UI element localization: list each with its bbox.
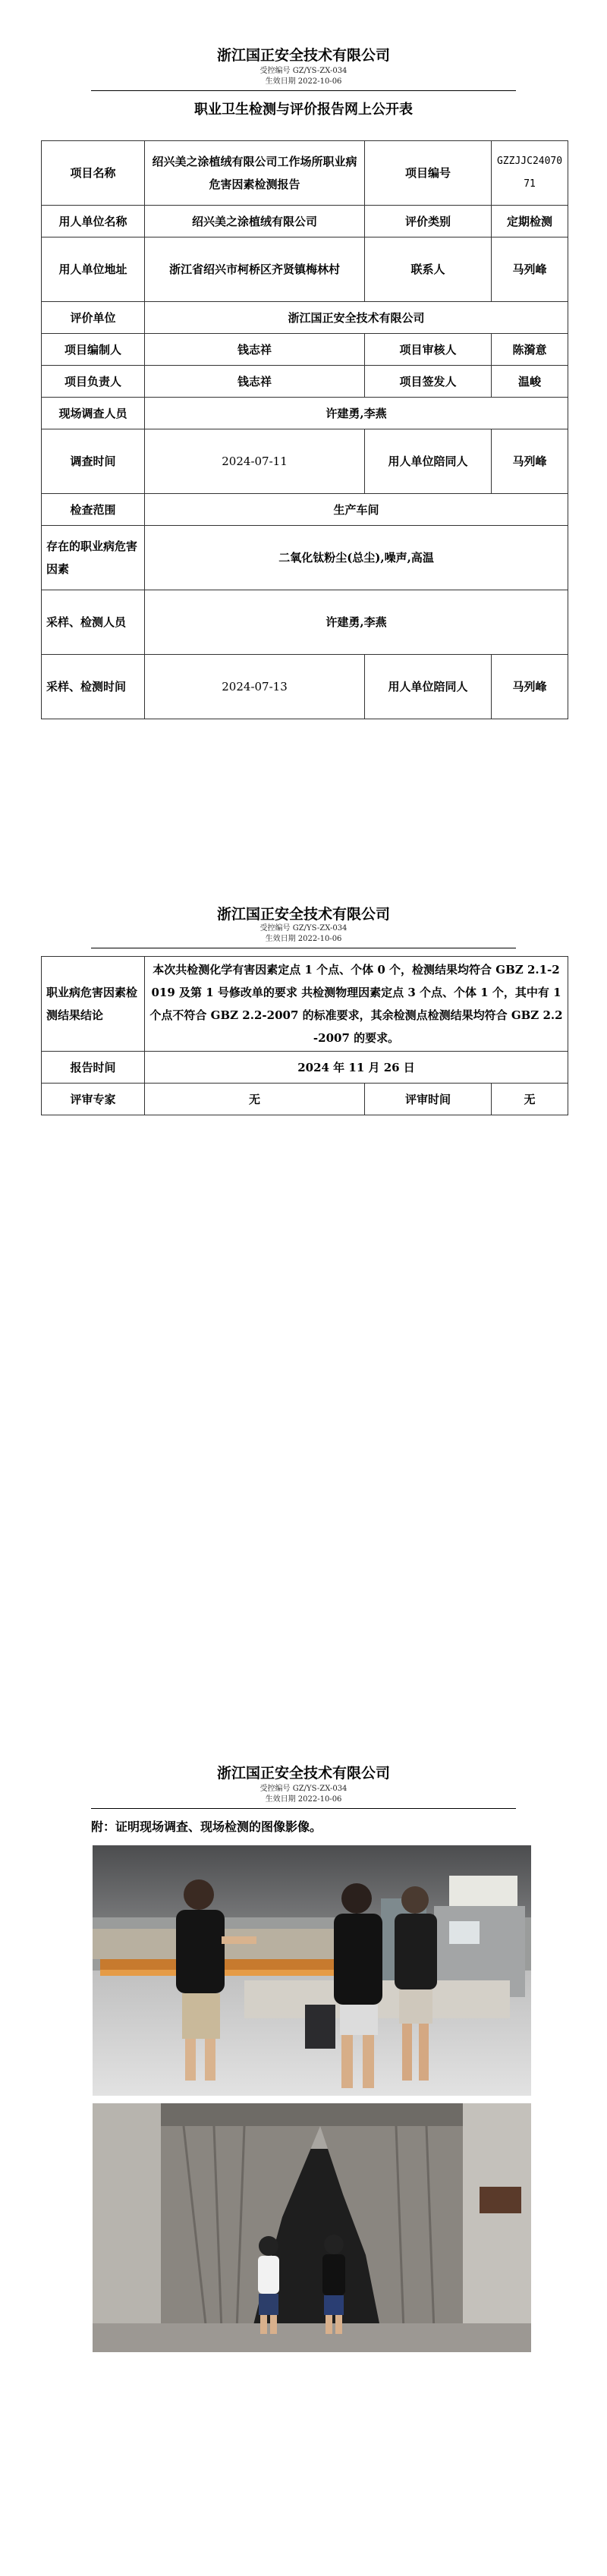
expert-value: 无 bbox=[145, 1084, 365, 1115]
doc-control-no: 受控编号 GZ/YS-ZX-034 bbox=[259, 924, 348, 933]
company-header: 浙江国正安全技术有限公司 bbox=[216, 1765, 390, 1782]
header-rule bbox=[91, 1808, 516, 1809]
sampling-time-label: 采样、检测时间 bbox=[42, 655, 145, 719]
disclosure-table bbox=[41, 140, 568, 719]
scope-value: 生产车间 bbox=[145, 494, 568, 526]
eval-type-value: 定期检测 bbox=[492, 206, 568, 237]
table-row bbox=[42, 957, 568, 1052]
site-survey-photo bbox=[93, 1845, 531, 2096]
company-header: 浙江国正安全技术有限公司 bbox=[216, 47, 390, 64]
table-row bbox=[42, 1084, 568, 1115]
project-name-value: 绍兴美之涂植绒有限公司工作场所职业病危害因素检测报告 bbox=[145, 141, 365, 206]
survey-time-label: 调查时间 bbox=[42, 429, 145, 494]
table-row bbox=[42, 655, 568, 719]
report-time-value: 2024 年 11 月 26 日 bbox=[145, 1052, 568, 1084]
table-row bbox=[42, 141, 568, 206]
doc-title: 职业卫生检测与评价报告网上公开表 bbox=[194, 102, 413, 118]
contact-value: 马列峰 bbox=[492, 237, 568, 302]
project-name-label: 项目名称 bbox=[42, 141, 145, 206]
compiler-label: 项目编制人 bbox=[42, 334, 145, 366]
eval-unit-value: 浙江国正安全技术有限公司 bbox=[145, 302, 568, 334]
address-value: 浙江省绍兴市柯桥区齐贤镇梅林村 bbox=[145, 237, 365, 302]
hazards-label: 存在的职业病危害因素 bbox=[42, 526, 145, 590]
conclusion-label: 职业病危害因素检测结果结论 bbox=[42, 957, 145, 1052]
report-time-label: 报告时间 bbox=[42, 1052, 145, 1084]
conclusion-value: 本次共检测化学有害因素定点 1 个点、个体 0 个，检测结果均符合 GBZ 2.1-2019 及第 1 号修改单的要求 共检测物理因素定点 3 个点、个体 1 个，其中有 1 个点不符合 GBZ 2.2-2007 的标准要求，其余检测点检测结果均符合 GBZ 2.2-2007 的要求。 bbox=[145, 957, 568, 1052]
reviewer-value: 陈漪意 bbox=[492, 334, 568, 366]
header-rule bbox=[91, 90, 516, 91]
survey-time-value: 2024-07-11 bbox=[145, 429, 365, 494]
effective-date: 生效日期 2022-10-06 bbox=[265, 77, 342, 86]
employer-label: 用人单位名称 bbox=[42, 206, 145, 237]
expert-label: 评审专家 bbox=[42, 1084, 145, 1115]
issuer-value: 温峻 bbox=[492, 366, 568, 398]
site-survey-photo-image bbox=[93, 1845, 531, 2096]
table-row bbox=[42, 494, 568, 526]
site-detection-photo-image bbox=[93, 2103, 531, 2352]
sampling-staff-value: 许建勇,李燕 bbox=[145, 590, 568, 655]
doc-control-no: 受控编号 GZ/YS-ZX-034 bbox=[259, 1785, 348, 1793]
leader-label: 项目负责人 bbox=[42, 366, 145, 398]
hazards-value: 二氧化钛粉尘(总尘),噪声,高温 bbox=[145, 526, 568, 590]
table-row bbox=[42, 302, 568, 334]
address-label: 用人单位地址 bbox=[42, 237, 145, 302]
table-row bbox=[42, 206, 568, 237]
effective-date: 生效日期 2022-10-06 bbox=[265, 935, 342, 943]
survey-staff-value: 许建勇,李燕 bbox=[145, 398, 568, 429]
accompany-value: 马列峰 bbox=[492, 429, 568, 494]
employer-value: 绍兴美之涂植绒有限公司 bbox=[145, 206, 365, 237]
accompany2-value: 马列峰 bbox=[492, 655, 568, 719]
table-row bbox=[42, 334, 568, 366]
accompany2-label: 用人单位陪同人 bbox=[365, 655, 492, 719]
sampling-staff-label: 采样、检测人员 bbox=[42, 590, 145, 655]
table-row bbox=[42, 398, 568, 429]
sampling-time-value: 2024-07-13 bbox=[145, 655, 365, 719]
effective-date: 生效日期 2022-10-06 bbox=[265, 1795, 342, 1804]
annex-title: 附：证明现场调查、现场检测的图像影像。 bbox=[91, 1820, 322, 1834]
doc-control-no: 受控编号 GZ/YS-ZX-034 bbox=[259, 67, 348, 75]
reviewer-label: 项目审核人 bbox=[365, 334, 492, 366]
table-row bbox=[42, 429, 568, 494]
project-no-label: 项目编号 bbox=[365, 141, 492, 206]
company-header: 浙江国正安全技术有限公司 bbox=[216, 906, 390, 923]
leader-value: 钱志祥 bbox=[145, 366, 365, 398]
issuer-label: 项目签发人 bbox=[365, 366, 492, 398]
site-detection-photo bbox=[93, 2103, 531, 2352]
eval-unit-label: 评价单位 bbox=[42, 302, 145, 334]
scope-label: 检查范围 bbox=[42, 494, 145, 526]
conclusion-table bbox=[41, 956, 568, 1115]
survey-staff-label: 现场调查人员 bbox=[42, 398, 145, 429]
accompany-label: 用人单位陪同人 bbox=[365, 429, 492, 494]
table-row bbox=[42, 590, 568, 655]
table-row bbox=[42, 526, 568, 590]
review-time-label: 评审时间 bbox=[365, 1084, 492, 1115]
table-row bbox=[42, 1052, 568, 1084]
table-row bbox=[42, 237, 568, 302]
eval-type-label: 评价类别 bbox=[365, 206, 492, 237]
contact-label: 联系人 bbox=[365, 237, 492, 302]
review-time-value: 无 bbox=[492, 1084, 568, 1115]
compiler-value: 钱志祥 bbox=[145, 334, 365, 366]
project-no-value: GZZJJC2407071 bbox=[492, 141, 568, 206]
table-row bbox=[42, 366, 568, 398]
